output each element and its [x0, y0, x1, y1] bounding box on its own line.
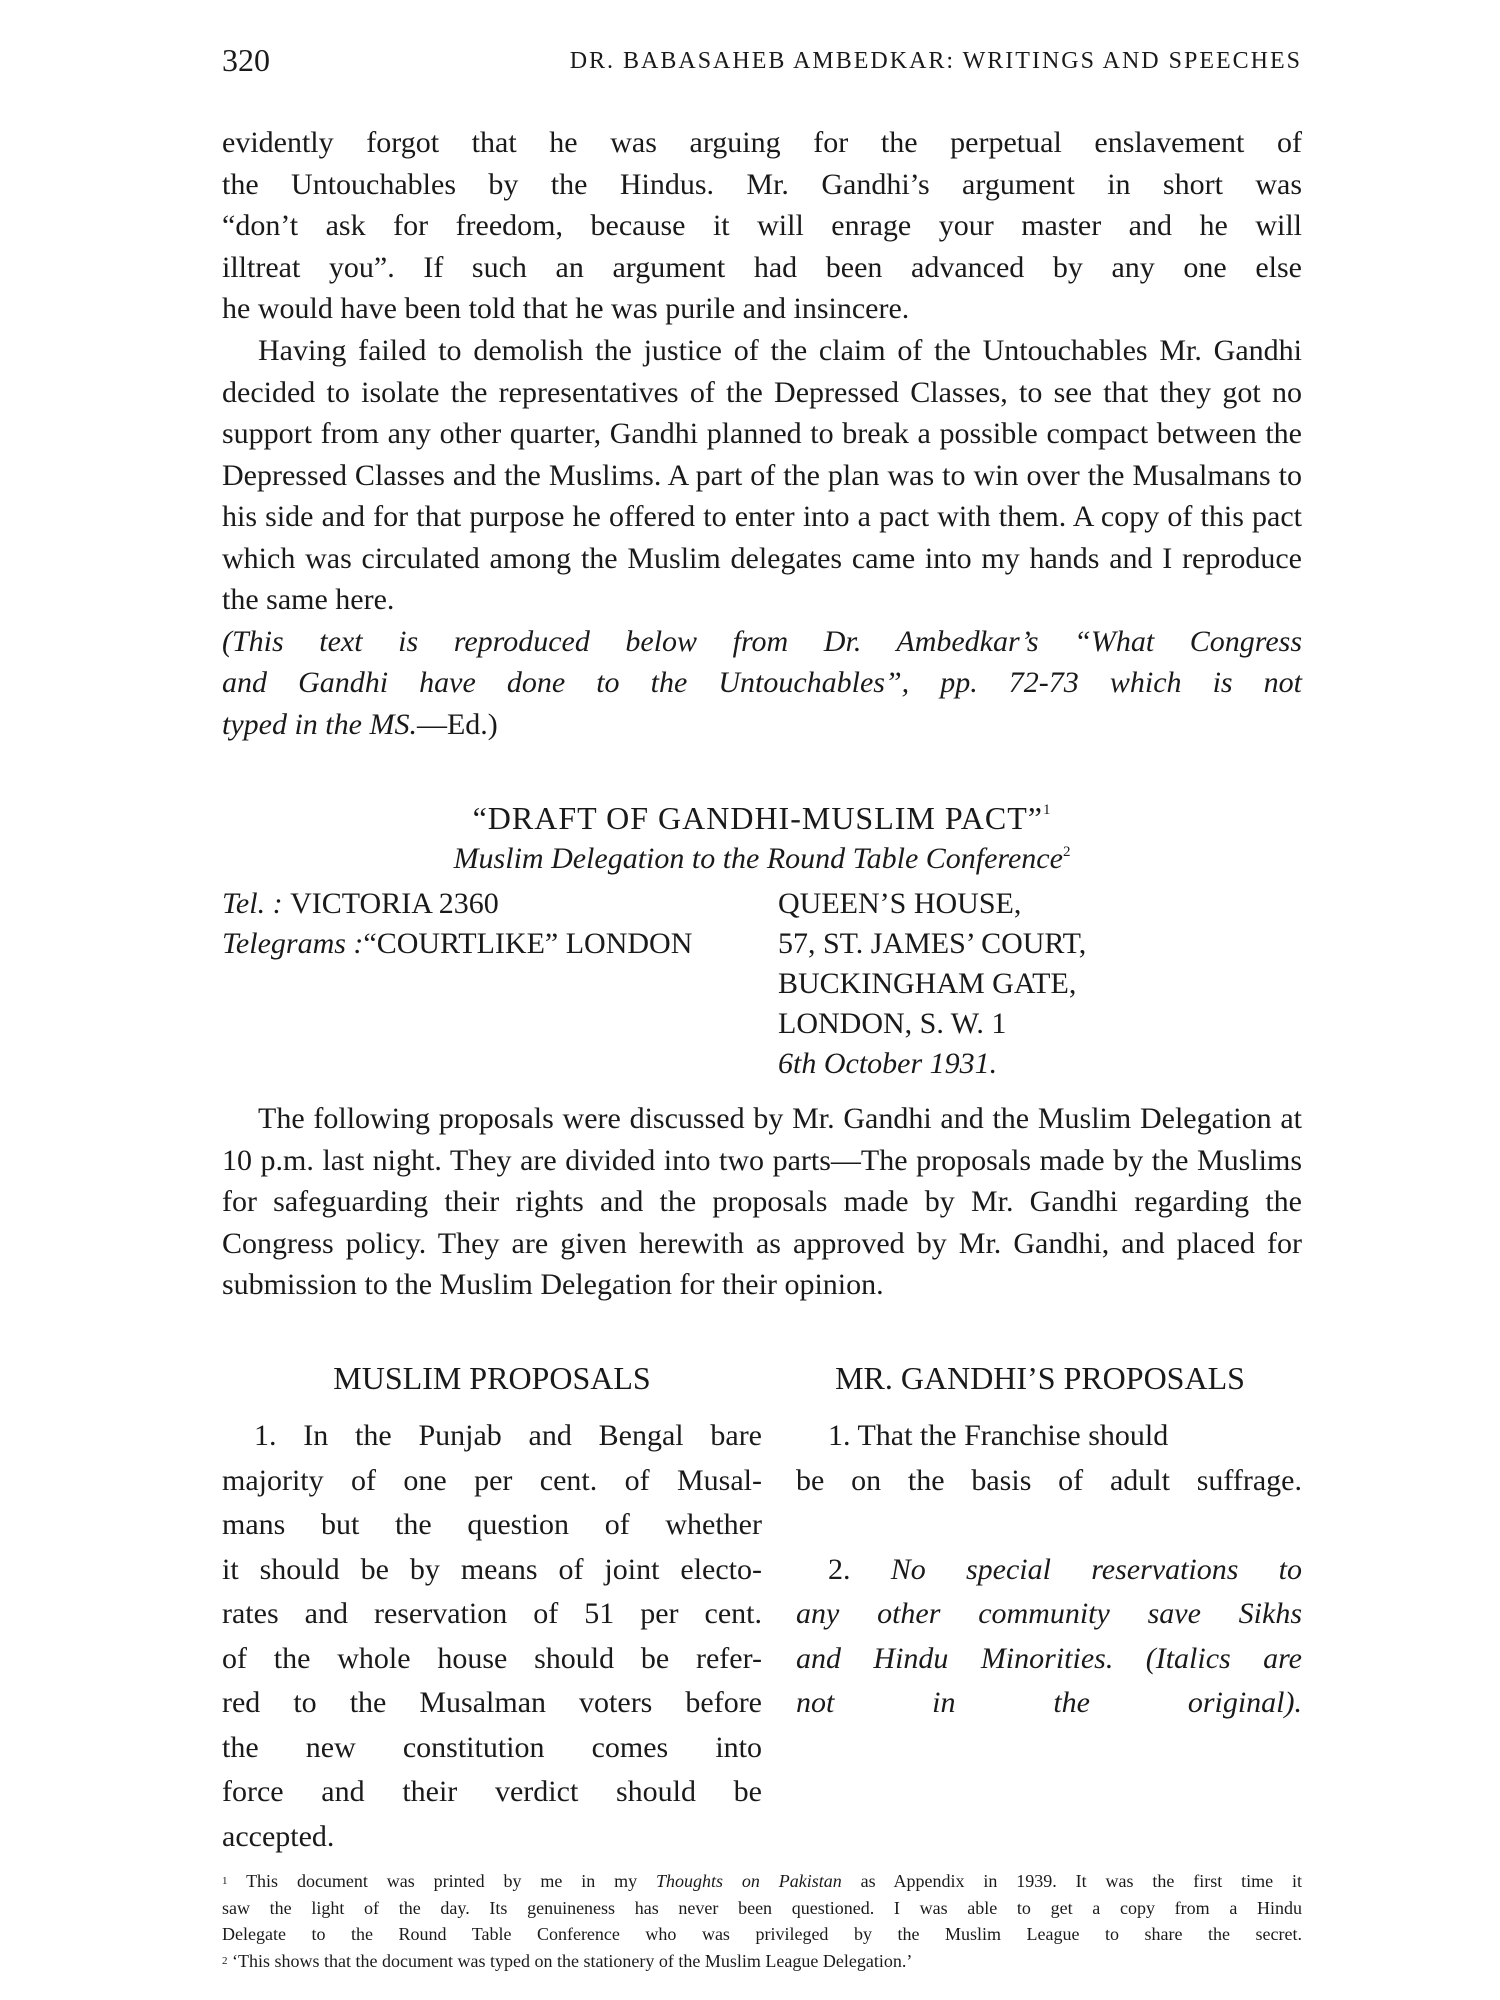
- footnote-2-line: [222, 1948, 1302, 1975]
- document-title-text: “DRAFT OF GANDHI-MUSLIM PACT”: [472, 800, 1043, 836]
- proposal-line: the new constitution comes into: [222, 1730, 762, 1764]
- address-line: LONDON, S. W. 1: [778, 1007, 1007, 1040]
- address-line: QUEEN’S HOUSE,: [778, 887, 1022, 920]
- footnote-text: This document was printed by me in my: [246, 1871, 638, 1891]
- muslim-proposals-heading: MUSLIM PROPOSALS: [333, 1360, 651, 1396]
- tel-label: Tel. :: [222, 887, 283, 920]
- proposal-number: 2.: [828, 1552, 851, 1586]
- running-head: DR. BABASAHEB AMBEDKAR: WRITINGS AND SPEECHES: [569, 48, 1302, 74]
- gandhi-proposals-heading: MR. GANDHI’S PROPOSALS: [835, 1360, 1245, 1396]
- proposal-line: rates and reservation of 51 per cent.: [222, 1597, 762, 1630]
- footnote-text: ‘This shows that the document was typed on the stationery of the Muslim League Delegation.’: [232, 1950, 913, 1971]
- address-line: 57, ST. JAMES’ COURT,: [778, 927, 1087, 960]
- proposal-line: be on the basis of adult suffrage.: [796, 1463, 1302, 1497]
- telegrams-line: [222, 924, 762, 964]
- proposal-line: it should be by means of joint electo-: [222, 1552, 762, 1586]
- paragraph-proposals-intro: [222, 1098, 1302, 1306]
- proposal-line: and Hindu Minorities. (Italics are: [796, 1641, 1302, 1675]
- tel-value: VICTORIA 2360: [290, 887, 499, 920]
- page-header: [222, 42, 1302, 82]
- footnote-1-line: [222, 1868, 1302, 1895]
- proposal-line: 1. That the Franchise should: [828, 1419, 1169, 1452]
- text-line: he would have been told that he was purile and insincere.: [222, 292, 910, 325]
- editor-note-tail: —Ed.): [416, 707, 498, 741]
- footnote-text: as Appendix in 1939. It was the first time it: [860, 1871, 1302, 1891]
- text-line: “don’t ask for freedom, because it will enrage your master and he will: [222, 209, 1302, 242]
- footnote-ref: 2: [1062, 844, 1071, 860]
- editor-note-line: and Gandhi have done to the Untouchables”, pp. 72-73 which is not: [222, 666, 1302, 699]
- telephone-line: [222, 884, 762, 924]
- proposal-line: of the whole house should be refer-: [222, 1641, 762, 1675]
- footnote-1-line: Delegate to the Round Table Conference who was privileged by the Muslim League to share the secret.: [222, 1924, 1302, 1944]
- letterhead-address: [778, 884, 1278, 1084]
- proposal-line: force and their verdict should be: [222, 1775, 762, 1808]
- footnote-ref: 1: [1042, 802, 1052, 818]
- proposal-line: not in the original).: [796, 1686, 1302, 1719]
- editor-note-last-line: [222, 708, 498, 741]
- proposal-text: No special reservations to: [890, 1552, 1302, 1586]
- document-subtitle-text: Muslim Delegation to the Round Table Conference: [453, 842, 1063, 875]
- letterhead-contacts: [222, 884, 762, 964]
- proposal-line: any other community save Sikhs: [796, 1597, 1302, 1630]
- editor-note-italic: typed in the MS.: [222, 707, 417, 741]
- telegrams-value: “COURTLIKE” LONDON: [363, 927, 693, 960]
- address-line: BUCKINGHAM GATE,: [778, 967, 1077, 1000]
- proposal-line: majority of one per cent. of Musal-: [222, 1463, 762, 1497]
- proposal-line: [796, 1548, 1302, 1593]
- spacer: [796, 1503, 1302, 1548]
- paragraph-body: The following proposals were discussed by Mr. Gandhi and the Muslim Delegation at 10 p.m. last night. They are divided into two parts—The proposals made by the Muslims for safeguarding their rights and the proposals made by Mr. Gandhi regarding the Congress policy. They are given herewith as approved by Mr. Gandhi, and placed for submission to the Muslim Delegation for their opinion.: [222, 1102, 1302, 1301]
- document-subtitle: [222, 842, 1302, 876]
- footnotes: [222, 1868, 1302, 1974]
- document-title: [222, 800, 1302, 837]
- footnote-mark: 2: [222, 1954, 228, 1967]
- proposal-line: red to the Musalman voters before: [222, 1686, 762, 1719]
- paragraph-body: Having failed to demolish the justice of the claim of the Untouchables Mr. Gandhi decided to isolate the representatives of the Depressed Classes, to see that they got no support from any other quarter, Gandhi planned to break a possible compact between the Depressed Classes and the Muslims. A part of the plan was to win over the Musalmans to his side and for that purpose he offered to enter into a pact with them. A copy of this pact which was circulated among the Muslim delegates came into my hands and I reproduce the same here.: [222, 334, 1302, 616]
- text-line: illtreat you”. If such an argument had been advanced by any one else: [222, 250, 1302, 284]
- paragraph-gandhi-plan: [222, 330, 1302, 745]
- editor-note-line: (This text is reproduced below from Dr. Ambedkar’s “What Congress: [222, 624, 1302, 658]
- text-line: the Untouchables by the Hindus. Mr. Gandhi’s argument in short was: [222, 167, 1302, 201]
- footnote-italic: Thoughts on Pakistan: [656, 1871, 842, 1891]
- document-date: 6th October 1931.: [778, 1047, 998, 1080]
- muslim-proposals-column: [222, 1414, 762, 1859]
- proposal-line: mans but the question of whether: [222, 1508, 762, 1541]
- telegrams-label: Telegrams :: [222, 927, 364, 960]
- proposal-line: 1. In the Punjab and Bengal bare: [254, 1419, 762, 1452]
- gandhi-proposals-column: [796, 1414, 1302, 1726]
- text-line: evidently forgot that he was arguing for the perpetual enslavement of: [222, 126, 1302, 159]
- footnote-mark: 1: [222, 1875, 228, 1887]
- footnote-1-line: saw the light of the day. Its genuineness has never been questioned. I was able to get a copy from a Hindu: [222, 1897, 1302, 1918]
- paragraph-continued: [222, 122, 1302, 330]
- page-number: 320: [222, 42, 270, 78]
- proposal-line: accepted.: [222, 1819, 335, 1853]
